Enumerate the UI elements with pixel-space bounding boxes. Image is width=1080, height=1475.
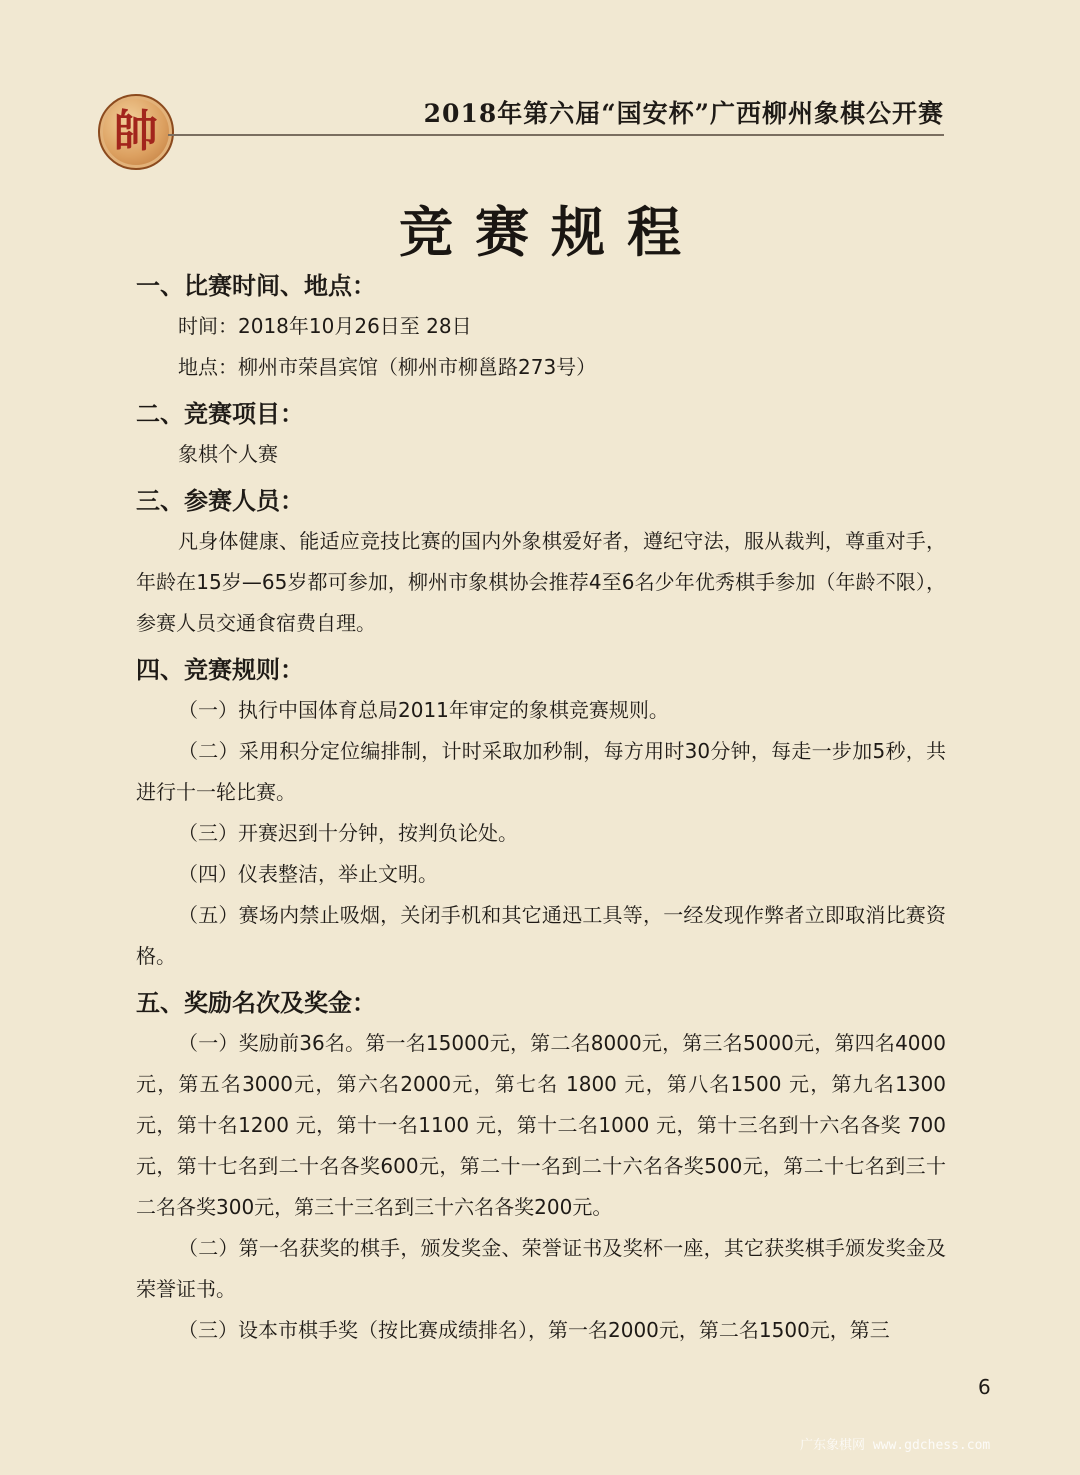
paragraph: （三）设本市棋手奖（按比赛成绩排名），第一名2000元，第二名1500元，第三 xyxy=(178,1318,890,1342)
page-number: 6 xyxy=(978,1375,991,1399)
section-event-items xyxy=(136,394,946,475)
section-heading: 四、竞赛规则： xyxy=(136,656,304,684)
document-title: 竞赛规程 xyxy=(399,200,703,264)
paragraph: （四）仪表整洁，举止文明。 xyxy=(178,862,438,886)
paragraph: （三）开赛迟到十分钟，按判负论处。 xyxy=(178,821,518,845)
paragraph: （二）采用积分定位编排制，计时采取加秒制，每方用时30分钟，每走一步加5秒，共进行十一轮比赛。 xyxy=(136,739,946,804)
section-participants xyxy=(136,481,946,644)
section-rules xyxy=(136,650,946,977)
paragraph: （一）执行中国体育总局2011年审定的象棋竞赛规则。 xyxy=(178,698,669,722)
paragraph: （五）赛场内禁止吸烟，关闭手机和其它通迅工具等，一经发现作弊者立即取消比赛资格。 xyxy=(136,903,946,968)
site-watermark: 广东象棋网 www.gdchess.com xyxy=(800,1438,991,1453)
paragraph: （一）奖励前36名。第一名15000元，第二名8000元，第三名5000元，第四名4000元，第五名3000元，第六名2000元，第七名 1800 元，第八名1500 元，第九名1300 元，第十名1200 元，第十一名1100 元，第十二名1000 元，第十三名到十六名各奖 700元，第十七名到二十名各奖600元，第二十一名到二十六名各奖500元，第二十七名到三十二名各奖300元，第三十三名到三十六名各奖200元。 xyxy=(136,1031,946,1219)
shuai-chess-piece-logo xyxy=(98,94,174,170)
paragraph: 时间：2018年10月26日至 28日 xyxy=(178,314,472,338)
event-title: 2018年第六届“国安杯”广西柳州象棋公开赛 xyxy=(423,99,944,128)
paragraph: 象棋个人赛 xyxy=(178,442,278,466)
section-awards xyxy=(136,983,946,1351)
section-heading: 一、比赛时间、地点： xyxy=(136,272,376,300)
paragraph: （二）第一名获奖的棋手，颁发奖金、荣誉证书及奖杯一座，其它获奖棋手颁发奖金及荣誉证书。 xyxy=(136,1236,946,1301)
section-heading: 二、竞赛项目： xyxy=(136,400,304,428)
paragraph: 地点：柳州市荣昌宾馆（柳州市柳邕路273号） xyxy=(178,355,597,379)
section-heading: 五、奖励名次及奖金： xyxy=(136,989,376,1017)
logo-character: 帥 xyxy=(114,106,158,157)
document-body xyxy=(136,266,946,1351)
header-divider xyxy=(168,134,944,136)
paragraph: 凡身体健康、能适应竞技比赛的国内外象棋爱好者，遵纪守法，服从裁判，尊重对手，年龄在15岁—65岁都可参加，柳州市象棋协会推荐4至6名少年优秀棋手参加（年龄不限），参赛人员交通食宿费自理。 xyxy=(136,529,946,635)
section-time-location xyxy=(136,266,946,388)
section-heading: 三、参赛人员： xyxy=(136,487,304,515)
